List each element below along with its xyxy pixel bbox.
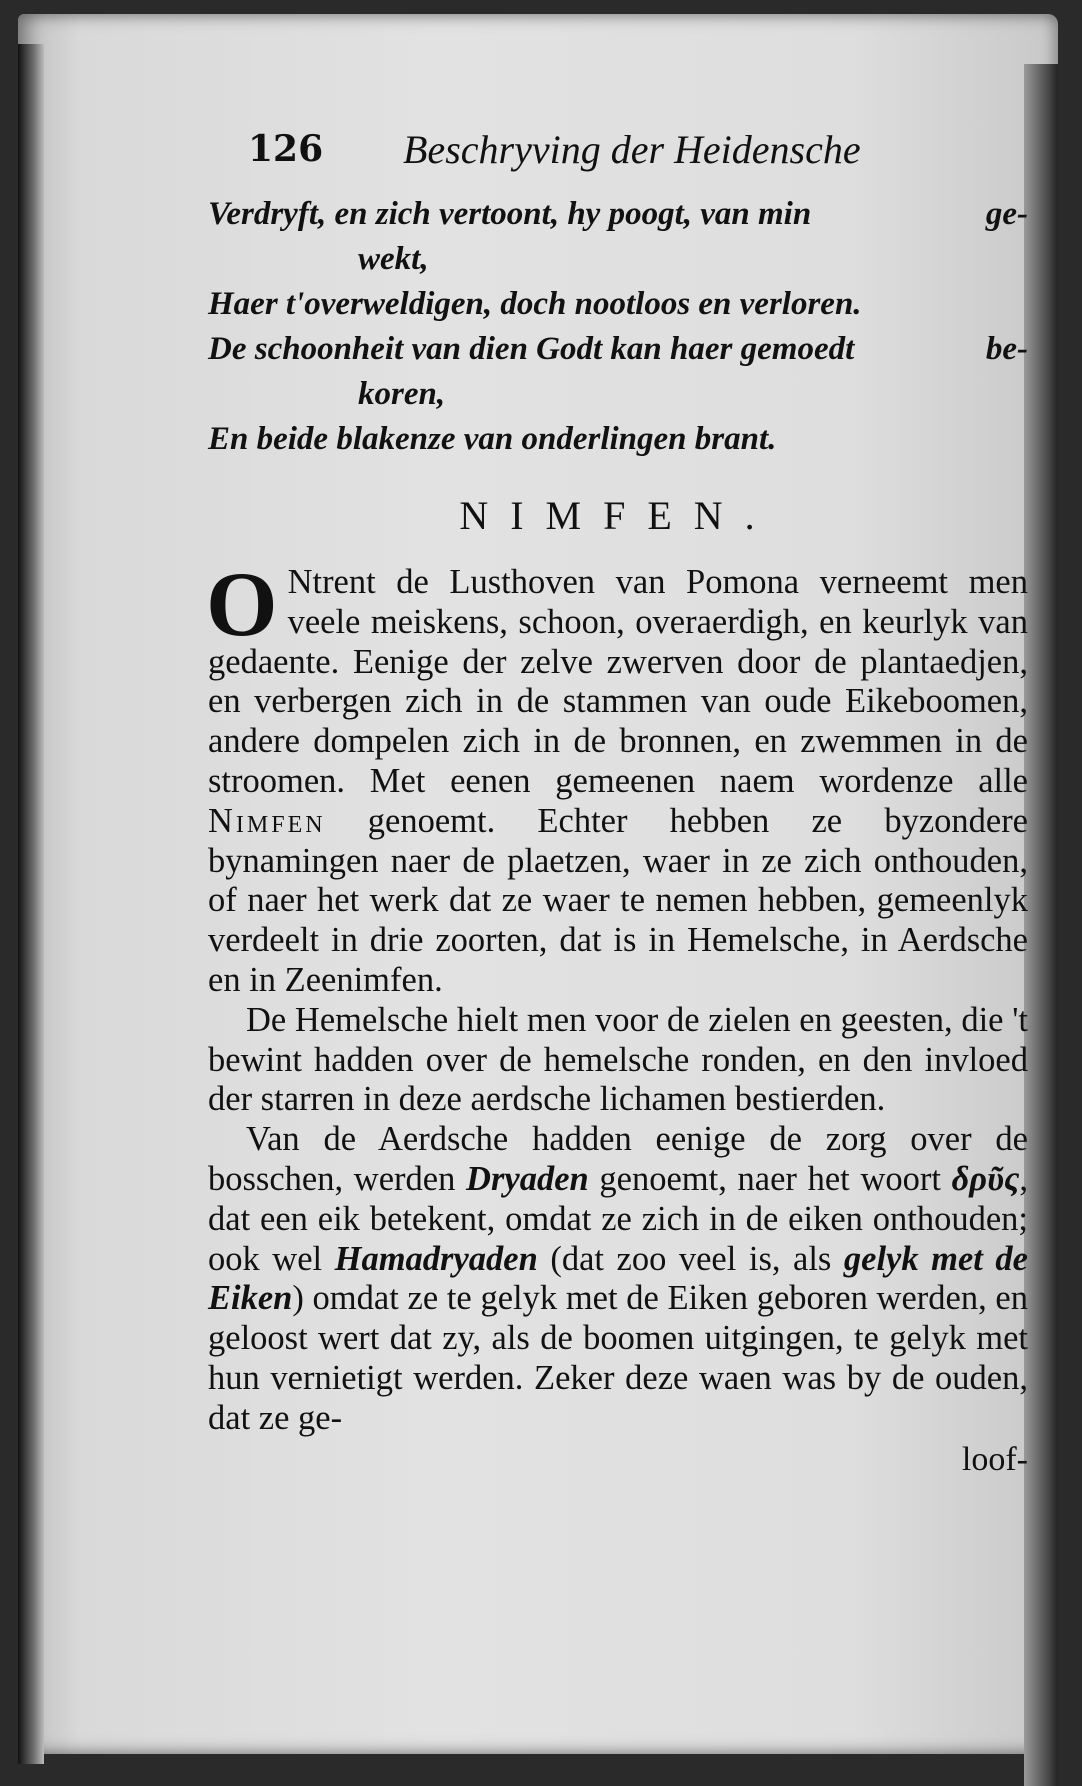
poem-line: koren, xyxy=(358,376,446,412)
poem-line: De schoonheit van dien Godt kan haer gemoedt be- xyxy=(208,331,1028,367)
section-title: NIMFEN. xyxy=(459,493,777,538)
page-header xyxy=(208,126,1028,186)
paragraph: O Ntrent de Lusthoven van Pomona verneemt men veele meiskens, schoon, overaerdigh, en keurlyk van gedaente. Eenige der zelve zwerven door de plantaedjen, en verbergen zich in de stammen van oude Eikeboomen, andere dompelen zich in de bronnen, en zwemmen in de stroomen. Met eenen gemeenen naem wordenze alle Nimfen genoemt. Echter hebben ze byzondere bynamingen naer de plaetzen, waer in ze zich onthouden, of naer het werk dat ze waer te nemen hebben, gemeenlyk verdeelt in drie zoorten, dat is in Hemelsche, in Aerdsche en in Zeenimfen. xyxy=(206,553,1028,999)
page-edge-shadow xyxy=(1024,64,1058,1786)
poem-line: Haer t'overweldigen, doch nootloos en verloren. xyxy=(208,286,862,322)
poem-line: Verdryft, en zich vertoont, hy poogt, van min ge- xyxy=(208,196,1028,232)
catchword: loof- xyxy=(961,1440,1028,1478)
poem-line: wekt, xyxy=(358,241,429,277)
page-number: 126 xyxy=(248,128,324,170)
page-content xyxy=(208,126,1028,1479)
book-spine-shadow xyxy=(18,44,44,1764)
book-page xyxy=(18,14,1058,1754)
drop-cap: O xyxy=(206,553,278,655)
body-text xyxy=(206,553,1028,1439)
poem-block xyxy=(208,192,1028,462)
paragraph: De Hemelsche hielt men voor de zielen en geesten, die 't bewint hadden over de hemelsche ronden, en den invloed der starren in deze aerdsche lichamen bestierden. xyxy=(208,1000,1028,1119)
poem-line: En beide blakenze van onderlingen brant. xyxy=(208,421,777,457)
running-title: Beschryving der Heidensche xyxy=(403,127,861,172)
paragraph: Van de Aerdsche hadden eenige de zorg over de bosschen, werden Dryaden genoemt, naer het woort δρῦς, dat een eik betekent, omdat ze zich in de eiken onthouden; ook wel Hamadryaden (dat zoo veel is, als gelyk met de Eiken) omdat ze te gelyk met de Eiken geboren werden, en geloost wert dat zy, als de boomen uitgingen, te gelyk met hun vernietigt werden. Zeker deze waen was by de ouden, dat ze ge- xyxy=(208,1120,1028,1437)
